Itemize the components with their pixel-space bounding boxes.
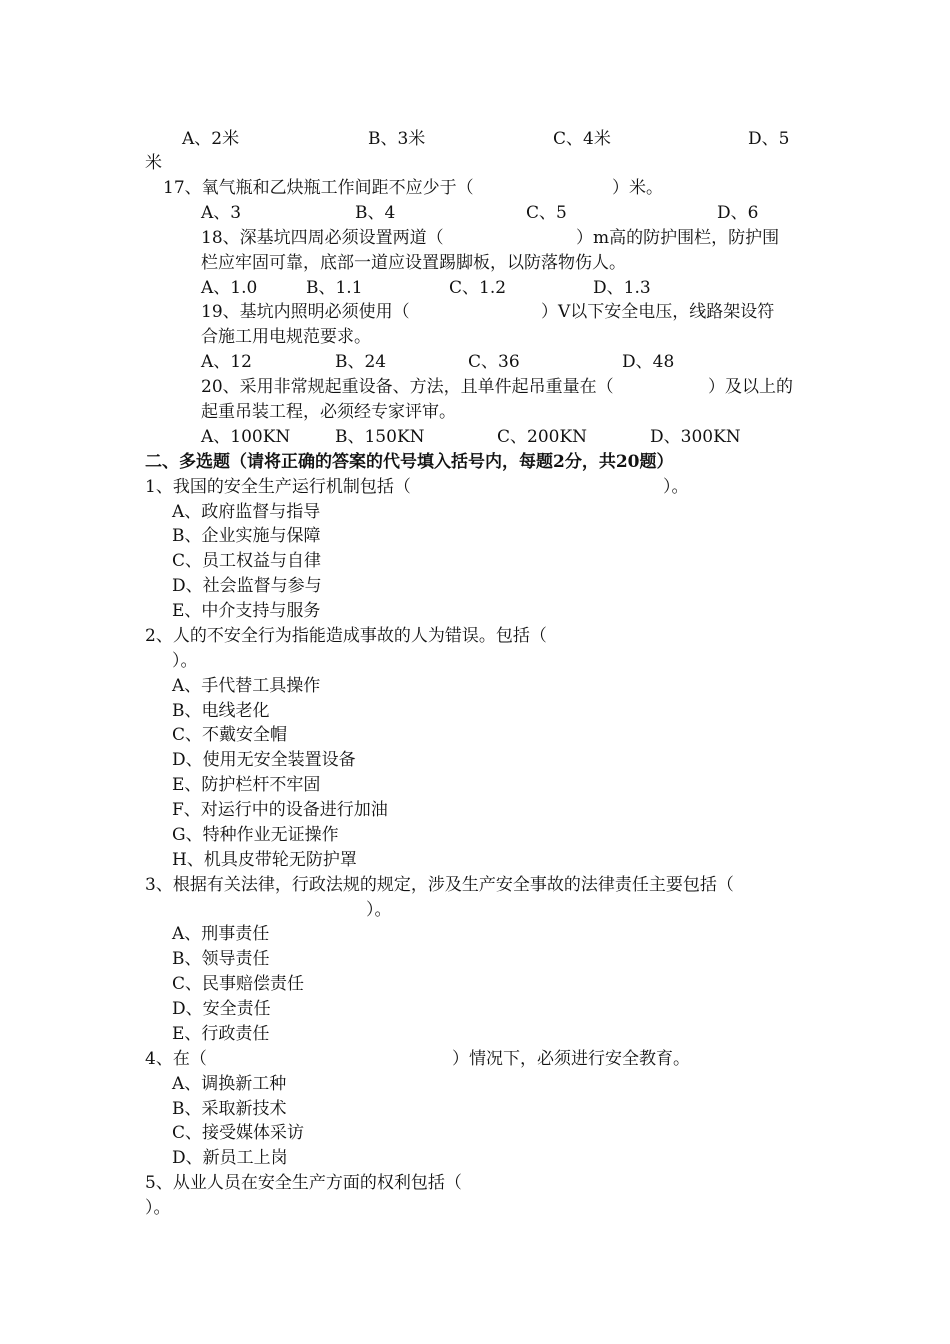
q17-option-d: D、6 [717,203,759,223]
q20-option-d: D、300KN [650,427,741,447]
m5-stem: 5、从业人员在安全生产方面的权利包括（ [145,1173,462,1193]
q17-stem-end: ）米。 [612,178,663,198]
q19-stem-middle: ）V以下安全电压，线路架设符 [541,302,775,322]
q16-option-d: D、5 [748,129,790,149]
section-heading-multiple-choice: 二、多选题（请将正确的答案的代号填入括号内，每题2分，共20题） [145,452,674,472]
q17-option-b: B、4 [355,203,396,223]
q18-option-c: C、1.2 [449,278,507,298]
q16-option-b: B、3米 [368,129,426,149]
q17-option-a: A、3 [201,203,242,223]
m2-option-f: F、对运行中的设备进行加油 [172,800,388,820]
q17-option-c: C、5 [526,203,567,223]
q20-option-b: B、150KN [335,427,425,447]
m3-stem-end: ）。 [366,900,392,920]
q18-option-d: D、1.3 [593,278,651,298]
q16-option-a: A、2米 [182,129,240,149]
m2-stem: 2、人的不安全行为指能造成事故的人为错误。包括（ [145,626,547,646]
m3-option-b: B、领导责任 [172,949,270,969]
q20-option-a: A、100KN [201,427,291,447]
m3-stem: 3、根据有关法律，行政法规的规定，涉及生产安全事故的法律责任主要包括（ [145,875,734,895]
q18-option-b: B、1.1 [306,278,363,298]
m3-option-e: E、行政责任 [172,1024,270,1044]
m4-option-c: C、接受媒体采访 [172,1123,305,1143]
m2-option-g: G、特种作业无证操作 [172,825,339,845]
m1-option-b: B、企业实施与保障 [172,526,321,546]
q18-stem-continued: 栏应牢固可靠，底部一道应设置踢脚板，以防落物伤人。 [201,253,626,273]
q18-stem-middle: ）m高的防护围栏，防护围 [576,228,780,248]
m1-stem-end: ）。 [663,477,689,497]
q20-stem-continued: 起重吊装工程，必须经专家评审。 [201,402,456,422]
m2-option-c: C、不戴安全帽 [172,725,288,745]
m3-option-c: C、民事赔偿责任 [172,974,305,994]
m4-stem-end: ）情况下，必须进行安全教育。 [452,1049,690,1069]
m1-option-c: C、员工权益与自律 [172,551,322,571]
m4-stem: 4、在（ [145,1049,207,1069]
q18-option-a: A、1.0 [201,278,258,298]
q19-option-a: A、12 [201,352,252,372]
q17-stem: 17、氧气瓶和乙炔瓶工作间距不应少于（ [163,178,474,198]
m2-option-a: A、手代替工具操作 [172,676,321,696]
q20-option-c: C、200KN [497,427,588,447]
q18-stem: 18、深基坑四周必须设置两道（ [201,228,444,248]
m2-stem-end: ）。 [172,651,198,671]
q20-stem-middle: ）及以上的 [708,377,793,397]
q19-option-b: B、24 [335,352,387,372]
m1-option-d: D、社会监督与参与 [172,576,322,596]
q19-option-c: C、36 [468,352,520,372]
m3-option-d: D、安全责任 [172,999,271,1019]
q19-stem-continued: 合施工用电规范要求。 [201,327,371,347]
q19-stem: 19、基坑内照明必须使用（ [201,302,410,322]
m1-stem: 1、我国的安全生产运行机制包括（ [145,477,411,497]
m2-option-e: E、防护栏杆不牢固 [172,775,321,795]
m1-option-e: E、中介支持与服务 [172,601,321,621]
m4-option-d: D、新员工上岗 [172,1148,288,1168]
m1-option-a: A、政府监督与指导 [172,502,321,522]
m4-option-b: B、采取新技术 [172,1099,287,1119]
m3-option-a: A、刑事责任 [172,924,270,944]
m2-option-h: H、机具皮带轮无防护罩 [172,850,357,870]
q19-option-d: D、48 [622,352,675,372]
m2-option-d: D、使用无安全装置设备 [172,750,356,770]
m5-stem-end: ）。 [145,1198,171,1218]
q16-option-d-continued: 米 [145,153,162,173]
m2-option-b: B、电线老化 [172,701,270,721]
q20-stem: 20、采用非常规起重设备、方法，且单件起吊重量在（ [201,377,614,397]
m4-option-a: A、调换新工种 [172,1074,287,1094]
q16-option-c: C、4米 [553,129,611,149]
